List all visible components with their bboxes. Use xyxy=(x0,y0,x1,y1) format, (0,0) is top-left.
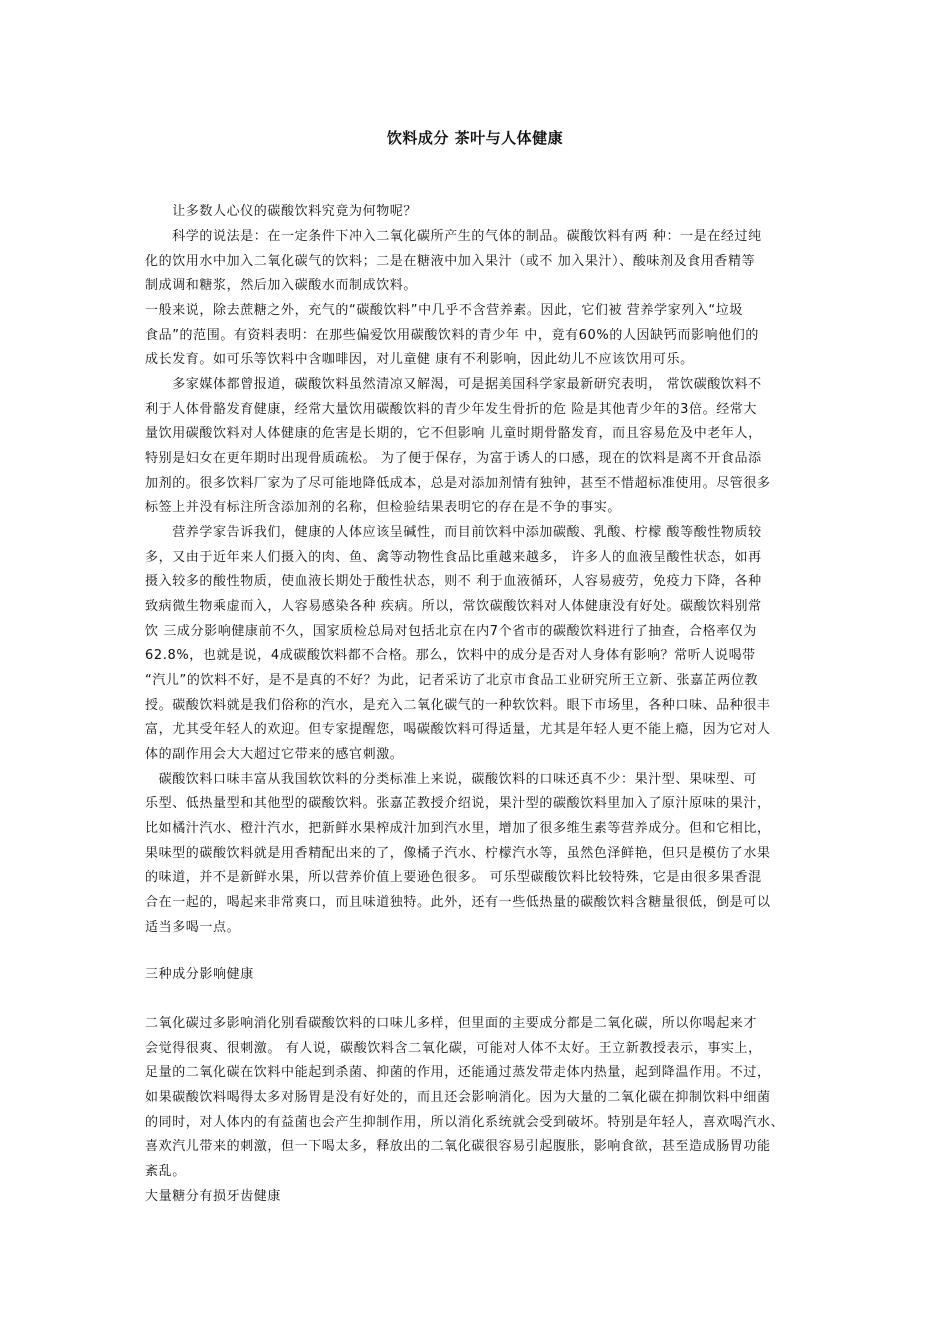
text-line: 特别是妇女在更年期时出现骨质疏松。 为了便于保存，为富于诱人的口感，现在的饮料是离不开食品添 xyxy=(145,451,762,466)
text-line: 营养学家告诉我们，健康的人体应该呈碱性，而目前饮料中添加碳酸、乳酸、柠檬 酸等酸性物质较 xyxy=(145,525,762,540)
text-line: 多家媒体都曾报道，碳酸饮料虽然清凉又解渴，可是据美国科学家最新研究表明， 常饮碳酸饮料不 xyxy=(145,377,762,392)
text-line: 足量的二氧化碳在饮料中能起到杀菌、抑菌的作用，还能通过蒸发带走体内热量，起到降温作用。不过， xyxy=(145,1065,771,1080)
text-line: 紊乱。 xyxy=(145,1164,186,1179)
text-line: “汽儿”的饮料不好，是不是真的不好？为此，记者采访了北京市食品工业研究所王立新、张嘉芷两位教 xyxy=(145,673,759,688)
section-heading: 三种成分影响健康 xyxy=(145,967,254,982)
text-line: 喜欢汽儿带来的刺激，但一下喝太多，释放出的二氧化碳很容易引起腹胀，影响食欲，甚至造成肠胃功能 xyxy=(145,1139,771,1154)
text-line: 比如橘汁汽水、橙汁汽水，把新鲜水果榨成汁加到汽水里，增加了很多维生素等营养成分。但和它相比， xyxy=(145,821,771,836)
text-line: 科学的说法是：在一定条件下冲入二氧化碳所产生的气体的制品。碳酸饮料有两 种：一是在经过纯 xyxy=(145,229,762,244)
text-line: 适当多喝一点。 xyxy=(145,920,241,935)
text-line: 乐型、低热量型和其他型的碳酸饮料。张嘉芷教授介绍说，果汁型的碳酸饮料里加入了原汁原味的果汁， xyxy=(145,796,771,811)
text-line: 量饮用碳酸饮料对人体健康的危害是长期的，它不但影响 儿童时期骨骼发育，而且容易危及中老年人， xyxy=(145,426,762,441)
text-line: 饮 三成分影响健康前不久，国家质检总局对包括北京在内7个省市的碳酸饮料进行了抽查，合格率仅为 xyxy=(145,624,758,639)
text-line: 碳酸饮料口味丰富从我国软饮料的分类标准上来说，碳酸饮料的口味还真不少：果汁型、果味型、可 xyxy=(145,772,758,787)
text-line: 多，又由于近年来人们摄入的肉、鱼、禽等动物性食品比重越来越多， 许多人的血液呈酸性状态，如再 xyxy=(145,550,762,565)
text-line: 体的副作用会大大超过它带来的感官刺激。 xyxy=(145,747,404,762)
text-line: 如果碳酸饮料喝得太多对肠胃是没有好处的，而且还会影响消化。因为大量的二氧化碳在抑制饮料中细菌 xyxy=(145,1090,771,1105)
text-line: 让多数人心仪的碳酸饮料究竟为何物呢？ xyxy=(145,204,418,219)
text-line: 制成调和糖浆，然后加入碳酸水而制成饮料。 xyxy=(145,278,418,293)
text-line: 的同时，对人体内的有益菌也会产生抑制作用，所以消化系统就会受到破坏。特别是年轻人，喜欢喝汽水、 xyxy=(145,1115,785,1130)
text-line: 二氧化碳过多影响消化别看碳酸饮料的口味儿多样，但里面的主要成分都是二氧化碳，所以你喝起来才 xyxy=(145,1016,758,1031)
text-line: 致病微生物乘虚而入，人容易感染各种 疾病。所以，常饮碳酸饮料对人体健康没有好处。碳酸饮料别常 xyxy=(145,599,762,614)
text-line: 摄入较多的酸性物质，使血液长期处于酸性状态，则不 利于血液循环，人容易疲劳，免疫力下降，各种 xyxy=(145,574,762,589)
text-line: 加剂的。很多饮料厂家为了尽可能地降低成本，总是对添加剂情有独钟，甚至不惜超标准使用。尽管很多 xyxy=(145,476,771,491)
text-line: 成长发育。如可乐等饮料中含咖啡因，对儿童健 康有不利影响，因此幼儿不应该饮用可乐。 xyxy=(145,352,694,367)
text-line: 的味道，并不是新鲜水果，所以营养价值上要逊色很多。 可乐型碳酸饮料比较特殊，它是由很多果香混 xyxy=(145,870,762,885)
text-line: 授。碳酸饮料就是我们俗称的汽水，是充入二氧化碳气的一种软饮料。眼下市场里，各种口味、品种很丰 xyxy=(145,698,771,713)
text-line: 标签上并没有标注所含添加剂的名称，但检验结果表明它的存在是不争的事实。 xyxy=(145,500,622,515)
text-line: 利于人体骨骼发育健康，经常大量饮用碳酸饮料的青少年发生骨折的危 险是其他青少年的3倍。经常大 xyxy=(145,402,758,417)
text-line: 一般来说，除去蔗糖之外，充气的“碳酸饮料”中几乎不含营养素。因此，它们被 营养学家列入“垃圾 xyxy=(145,303,743,318)
text-line: 化的饮用水中加入二氧化碳气的饮料；二是在糖液中加入果汁（或不 加入果汁）、酸味剂及食用香精等 xyxy=(145,254,756,269)
text-line: 果味型的碳酸饮料就是用香精配出来的了，像橘子汽水、柠檬汽水等，虽然色泽鲜艳，但只是模仿了水果 xyxy=(145,846,771,861)
text-line: 食品”的范围。有资料表明：在那些偏爱饮用碳酸饮料的青少年 中，竟有60%的人因缺钙而影响他们的 xyxy=(145,328,759,343)
document-title: 饮料成分 茶叶与人体健康 xyxy=(386,129,564,147)
text-line: 会觉得很爽、很刺激。 有人说，碳酸饮料含二氧化碳，可能对人体不太好。王立新教授表示，事实上， xyxy=(145,1041,762,1056)
text-line: 62.8%，也就是说，4成碳酸饮料都不合格。那么，饮料中的成分是否对人身体有影响？常听人说喝带 xyxy=(145,648,756,663)
text-line: 富，尤其受年轻人的欢迎。但专家提醒您，喝碳酸饮料可得适量，尤其是年轻人更不能上瘾，因为它对人 xyxy=(145,722,771,737)
text-line: 合在一起的，喝起来非常爽口，而且味道独特。此外，还有一些低热量的碳酸饮料含糖量很低，倒是可以 xyxy=(145,895,771,910)
section-heading: 大量糖分有损牙齿健康 xyxy=(145,1189,282,1204)
